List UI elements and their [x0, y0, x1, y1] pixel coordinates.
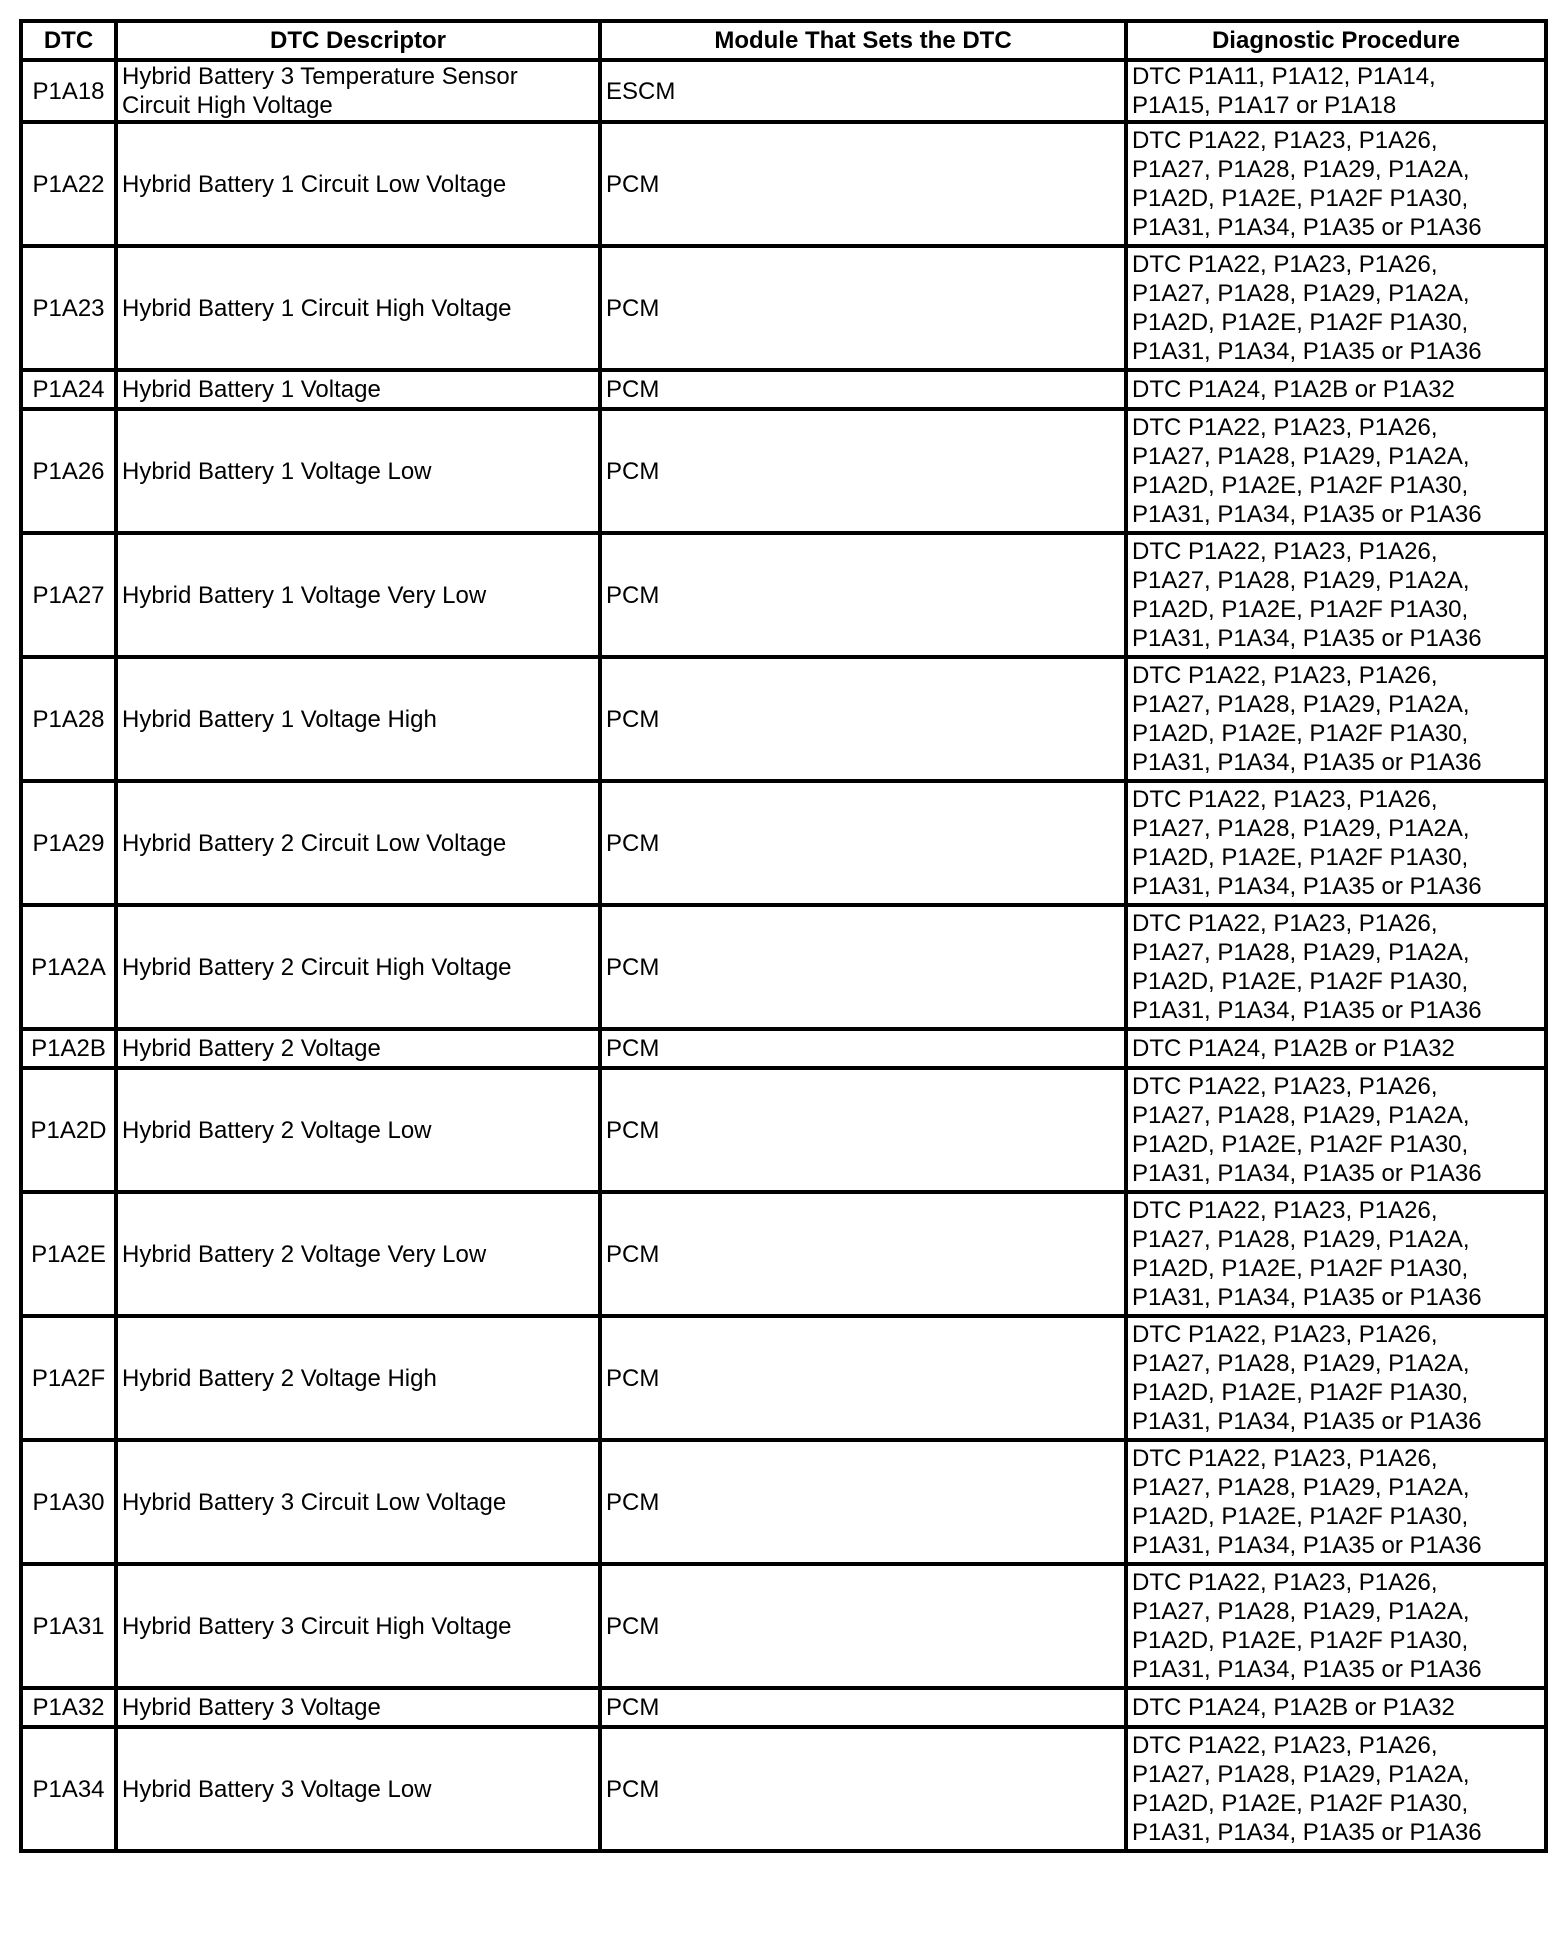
table-row	[21, 533, 1546, 657]
table-row	[21, 1029, 1546, 1068]
diagnostic-procedure: DTC P1A22, P1A23, P1A26, P1A27, P1A28, P1A29, P1A2A, P1A2D, P1A2E, P1A2F P1A30, P1A31, P1A34, P1A35 or P1A36	[1126, 1727, 1546, 1851]
dtc-descriptor: Hybrid Battery 2 Voltage High	[116, 1316, 600, 1440]
setting-module: PCM	[600, 122, 1126, 246]
table-row	[21, 409, 1546, 533]
dtc-descriptor: Hybrid Battery 1 Voltage Low	[116, 409, 600, 533]
table-row	[21, 60, 1546, 122]
setting-module: PCM	[600, 409, 1126, 533]
diagnostic-procedure: DTC P1A22, P1A23, P1A26, P1A27, P1A28, P1A29, P1A2A, P1A2D, P1A2E, P1A2F P1A30, P1A31, P1A34, P1A35 or P1A36	[1126, 409, 1546, 533]
setting-module: PCM	[600, 905, 1126, 1029]
table-row	[21, 1688, 1546, 1727]
header-row	[21, 21, 1546, 60]
dtc-code: P1A2B	[21, 1029, 116, 1068]
dtc-code: P1A34	[21, 1727, 116, 1851]
setting-module: PCM	[600, 781, 1126, 905]
diagnostic-procedure: DTC P1A22, P1A23, P1A26, P1A27, P1A28, P1A29, P1A2A, P1A2D, P1A2E, P1A2F P1A30, P1A31, P1A34, P1A35 or P1A36	[1126, 122, 1546, 246]
diagnostic-procedure: DTC P1A24, P1A2B or P1A32	[1126, 1029, 1546, 1068]
diagnostic-procedure: DTC P1A22, P1A23, P1A26, P1A27, P1A28, P1A29, P1A2A, P1A2D, P1A2E, P1A2F P1A30, P1A31, P1A34, P1A35 or P1A36	[1126, 1440, 1546, 1564]
dtc-code: P1A23	[21, 246, 116, 370]
diagnostic-procedure: DTC P1A24, P1A2B or P1A32	[1126, 1688, 1546, 1727]
dtc-descriptor: Hybrid Battery 3 Temperature Sensor Circuit High Voltage	[116, 60, 600, 122]
setting-module: PCM	[600, 246, 1126, 370]
dtc-descriptor: Hybrid Battery 3 Voltage Low	[116, 1727, 600, 1851]
dtc-descriptor: Hybrid Battery 2 Voltage	[116, 1029, 600, 1068]
diagnostic-procedure: DTC P1A22, P1A23, P1A26, P1A27, P1A28, P1A29, P1A2A, P1A2D, P1A2E, P1A2F P1A30, P1A31, P1A34, P1A35 or P1A36	[1126, 533, 1546, 657]
setting-module: PCM	[600, 533, 1126, 657]
diagnostic-procedure: DTC P1A22, P1A23, P1A26, P1A27, P1A28, P1A29, P1A2A, P1A2D, P1A2E, P1A2F P1A30, P1A31, P1A34, P1A35 or P1A36	[1126, 1068, 1546, 1192]
table-row	[21, 905, 1546, 1029]
dtc-descriptor: Hybrid Battery 3 Circuit High Voltage	[116, 1564, 600, 1688]
setting-module: PCM	[600, 1029, 1126, 1068]
dtc-descriptor: Hybrid Battery 1 Circuit High Voltage	[116, 246, 600, 370]
table-row	[21, 1727, 1546, 1851]
table-row	[21, 1564, 1546, 1688]
dtc-descriptor: Hybrid Battery 3 Voltage	[116, 1688, 600, 1727]
setting-module: PCM	[600, 1727, 1126, 1851]
setting-module: PCM	[600, 1316, 1126, 1440]
dtc-code: P1A2E	[21, 1192, 116, 1316]
setting-module: ESCM	[600, 60, 1126, 122]
dtc-code: P1A2D	[21, 1068, 116, 1192]
table-row	[21, 1068, 1546, 1192]
setting-module: PCM	[600, 657, 1126, 781]
table-row	[21, 657, 1546, 781]
dtc-code: P1A27	[21, 533, 116, 657]
header-module: Module That Sets the DTC	[600, 21, 1126, 60]
header-procedure: Diagnostic Procedure	[1126, 21, 1546, 60]
dtc-code: P1A18	[21, 60, 116, 122]
table-row	[21, 122, 1546, 246]
dtc-code: P1A26	[21, 409, 116, 533]
table-row	[21, 1192, 1546, 1316]
dtc-descriptor: Hybrid Battery 2 Circuit High Voltage	[116, 905, 600, 1029]
dtc-code: P1A31	[21, 1564, 116, 1688]
setting-module: PCM	[600, 1192, 1126, 1316]
diagnostic-procedure: DTC P1A11, P1A12, P1A14, P1A15, P1A17 or P1A18	[1126, 60, 1546, 122]
dtc-descriptor: Hybrid Battery 2 Voltage Low	[116, 1068, 600, 1192]
dtc-descriptor: Hybrid Battery 1 Voltage Very Low	[116, 533, 600, 657]
dtc-descriptor: Hybrid Battery 3 Circuit Low Voltage	[116, 1440, 600, 1564]
header-descriptor: DTC Descriptor	[116, 21, 600, 60]
diagnostic-procedure: DTC P1A22, P1A23, P1A26, P1A27, P1A28, P1A29, P1A2A, P1A2D, P1A2E, P1A2F P1A30, P1A31, P1A34, P1A35 or P1A36	[1126, 781, 1546, 905]
table-row	[21, 246, 1546, 370]
setting-module: PCM	[600, 1068, 1126, 1192]
dtc-code: P1A28	[21, 657, 116, 781]
setting-module: PCM	[600, 1564, 1126, 1688]
diagnostic-procedure: DTC P1A22, P1A23, P1A26, P1A27, P1A28, P1A29, P1A2A, P1A2D, P1A2E, P1A2F P1A30, P1A31, P1A34, P1A35 or P1A36	[1126, 1316, 1546, 1440]
diagnostic-procedure: DTC P1A22, P1A23, P1A26, P1A27, P1A28, P1A29, P1A2A, P1A2D, P1A2E, P1A2F P1A30, P1A31, P1A34, P1A35 or P1A36	[1126, 1564, 1546, 1688]
dtc-code: P1A22	[21, 122, 116, 246]
diagnostic-procedure: DTC P1A22, P1A23, P1A26, P1A27, P1A28, P1A29, P1A2A, P1A2D, P1A2E, P1A2F P1A30, P1A31, P1A34, P1A35 or P1A36	[1126, 905, 1546, 1029]
dtc-table	[19, 19, 1548, 1853]
dtc-code: P1A32	[21, 1688, 116, 1727]
diagnostic-procedure: DTC P1A22, P1A23, P1A26, P1A27, P1A28, P1A29, P1A2A, P1A2D, P1A2E, P1A2F P1A30, P1A31, P1A34, P1A35 or P1A36	[1126, 1192, 1546, 1316]
table-row	[21, 781, 1546, 905]
dtc-code: P1A30	[21, 1440, 116, 1564]
dtc-descriptor: Hybrid Battery 2 Circuit Low Voltage	[116, 781, 600, 905]
dtc-code: P1A24	[21, 370, 116, 409]
table-row	[21, 1316, 1546, 1440]
dtc-descriptor: Hybrid Battery 1 Voltage	[116, 370, 600, 409]
dtc-descriptor: Hybrid Battery 1 Voltage High	[116, 657, 600, 781]
diagnostic-procedure: DTC P1A24, P1A2B or P1A32	[1126, 370, 1546, 409]
setting-module: PCM	[600, 1440, 1126, 1564]
setting-module: PCM	[600, 1688, 1126, 1727]
diagnostic-procedure: DTC P1A22, P1A23, P1A26, P1A27, P1A28, P1A29, P1A2A, P1A2D, P1A2E, P1A2F P1A30, P1A31, P1A34, P1A35 or P1A36	[1126, 657, 1546, 781]
table-row	[21, 370, 1546, 409]
setting-module: PCM	[600, 370, 1126, 409]
table-row	[21, 1440, 1546, 1564]
diagnostic-procedure: DTC P1A22, P1A23, P1A26, P1A27, P1A28, P1A29, P1A2A, P1A2D, P1A2E, P1A2F P1A30, P1A31, P1A34, P1A35 or P1A36	[1126, 246, 1546, 370]
header-dtc: DTC	[21, 21, 116, 60]
dtc-code: P1A29	[21, 781, 116, 905]
dtc-code: P1A2A	[21, 905, 116, 1029]
dtc-descriptor: Hybrid Battery 1 Circuit Low Voltage	[116, 122, 600, 246]
dtc-descriptor: Hybrid Battery 2 Voltage Very Low	[116, 1192, 600, 1316]
dtc-code: P1A2F	[21, 1316, 116, 1440]
